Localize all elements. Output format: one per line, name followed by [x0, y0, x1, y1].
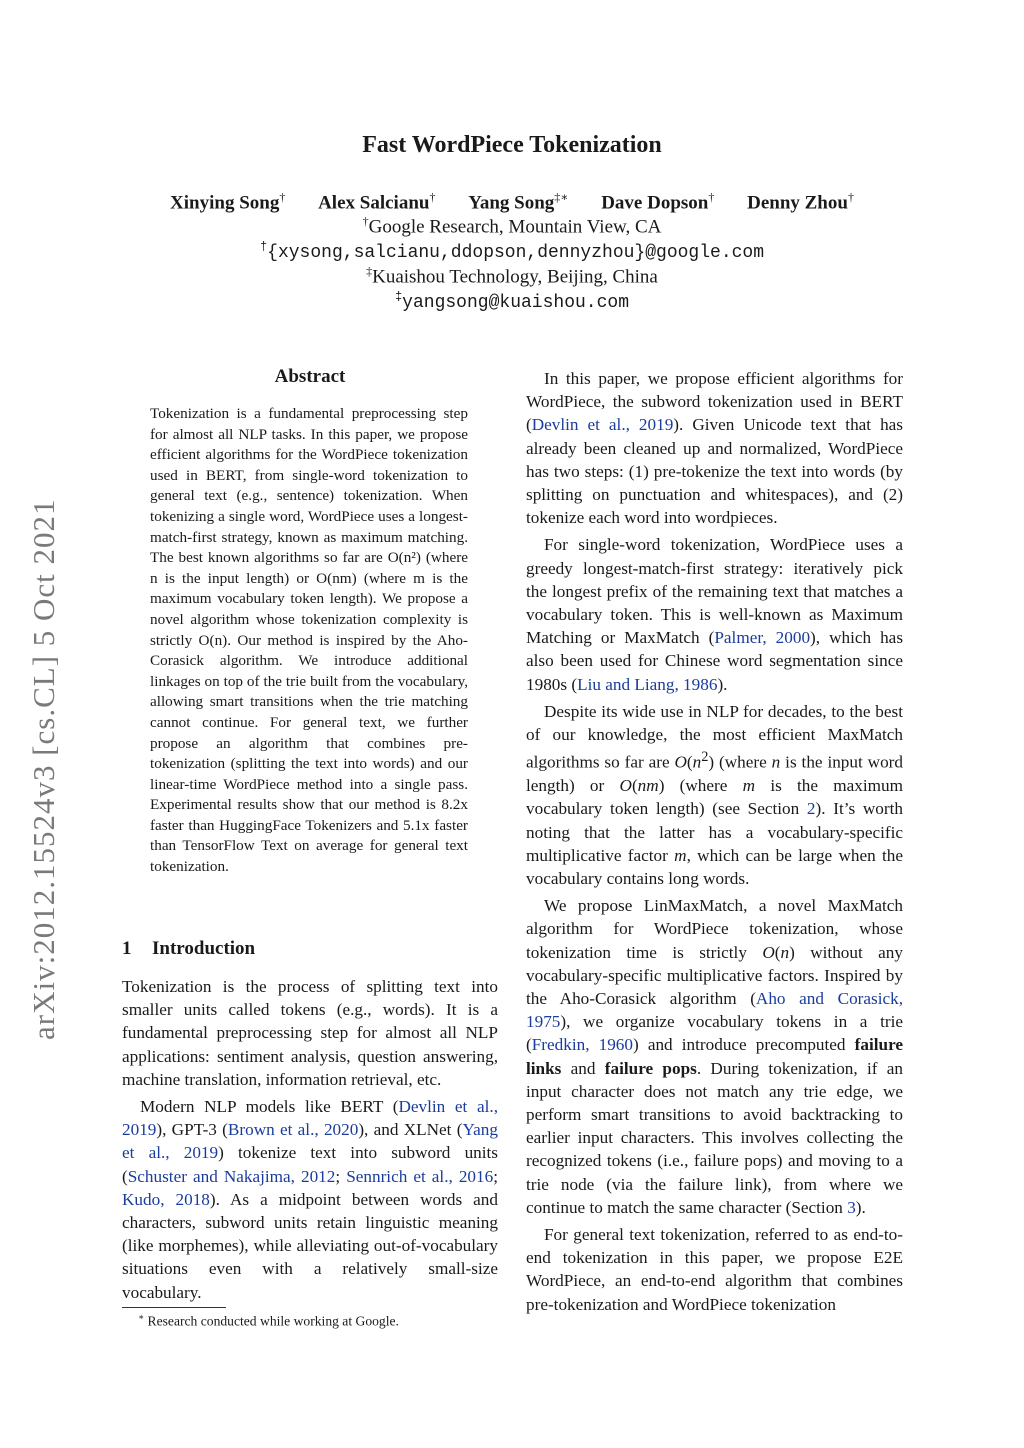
- body-paragraph: Despite its wide use in NLP for decades, to the best of our knowledge, the most efficient MaxMatch algorithms so far are $O(n^2)$ (where n is the input word length) or O(nm) (where m is the maximum vocabulary token length) (see Section 2). It’s worth noting that the latter has a vocabulary-specific multiplicative factor m, which can be large when the vocabulary contains long words.: [526, 701, 904, 888]
- math-expression: O: [619, 776, 632, 796]
- footnote-divider: [122, 1307, 226, 1308]
- affiliation-google: †Google Research, Mountain View, CA: [362, 214, 662, 238]
- arxiv-identifier: arXiv:2012.15524v3 [cs.CL] 5 Oct 2021: [26, 498, 61, 1040]
- citation-link[interactable]: Yang et al., 2019: [122, 1120, 498, 1163]
- section-link[interactable]: 3: [847, 1197, 856, 1217]
- author: Yang Song‡∗: [468, 190, 569, 214]
- citation-link[interactable]: Schuster and Nakajima, 2012: [127, 1166, 336, 1186]
- body-paragraph: For single-word tokenization, WordPiece uses a greedy longest-match-first strategy: iteratively pick the longest prefix of the remaining text that matches a vocabulary token. This is well-known as Maximum Matching or MaxMatch (Palmer, 2000), which has also been used for Chinese word segmentation since 1980s (Liu and Liang, 1986).: [526, 535, 904, 694]
- abstract-body: Tokenization is a fundamental preprocessing step for almost all NLP tasks. In this paper, we propose efficient algorithms for the WordPiece tokenization used in BERT, from single-word tokenization to general text (e.g., sentence) tokenization. When tokenizing a single word, WordPiece uses a longest-match-first strategy, known as maximum matching. The best known algorithms so far are O(n²) (where n is the input length) or O(nm) (where m is the maximum vocabulary token length). We propose a novel algorithm whose tokenization complexity is strictly O(n). Our method is inspired by the Aho-Corasick algorithm. We introduce additional linkages on top of the trie built from the vocabulary, allowing smart transitions when the trie matching cannot continue. For general text, we further propose an algorithm that combines pre-tokenization (splitting the text into words) and our linear-time WordPiece method into a single pass. Experimental results show that our method is 8.2x faster than HuggingFace Tokenizers and 5.1x faster than TensorFlow Text on average for general text tokenization.: [150, 405, 468, 876]
- author-list: [0, 190, 1024, 214]
- section-heading-introduction: 1 Introduction: [122, 938, 256, 959]
- body-paragraph: In this paper, we propose efficient algorithms for WordPiece, the subword tokenization used in BERT (Devlin et al., 2019). Given Unicode text that has already been cleaned up and normalized, WordPiece has two steps: (1) pre-tokenize the text into words (by splitting on punctuation and whitespaces), and (2) tokenize each word into wordpieces.: [526, 369, 903, 528]
- author: Denny Zhou†: [747, 190, 854, 214]
- footnote: ∗ Research conducted while working at Google.: [138, 1312, 399, 1329]
- left-column: [122, 975, 498, 1304]
- paper-title: Fast WordPiece Tokenization: [362, 132, 662, 158]
- abstract-heading: Abstract: [274, 366, 346, 387]
- author: Dave Dopson†: [601, 190, 715, 214]
- citation-link[interactable]: Brown et al., 2020: [227, 1120, 359, 1140]
- citation-link[interactable]: Sennrich et al., 2016: [346, 1166, 494, 1186]
- author: Xinying Song†: [170, 190, 286, 214]
- email-kuaishou[interactable]: ‡yangsong@kuaishou.com: [394, 290, 630, 313]
- citation-link[interactable]: Kudo, 2018: [122, 1189, 210, 1209]
- citation-link[interactable]: Fredkin, 1960: [531, 1035, 633, 1055]
- citation-link[interactable]: Aho and Corasick, 1975: [526, 989, 903, 1032]
- citation-link[interactable]: Devlin et al., 2019: [122, 1097, 498, 1140]
- body-paragraph: We propose LinMaxMatch, a novel MaxMatch algorithm for WordPiece tokenization, whose tokenization time is strictly O(n) without any vocabulary-specific multiplicative factors. Inspired by the Aho-Corasick algorithm (Aho and Corasick, 1975), we organize vocabulary tokens in a trie (Fredkin, 1960) and introduce precomputed failure links and failure pops. During tokenization, if an input character does not match any trie edge, we perform smart transitions to avoid backtracking to earlier input characters. This involves collecting the recognized tokens (i.e., failure pops) and moving to a trie node (via the failure link), from where we continue to match the same character (Section 3).: [526, 896, 904, 1217]
- intro-paragraph: Modern NLP models like BERT (Devlin et al., 2019), GPT-3 (Brown et al., 2020), and XLNet (Yang et al., 2019) tokenize text into subword units (Schuster and Nakajima, 2012; Sennrich et al., 2016; Kudo, 2018). As a midpoint between words and characters, subword units retain linguistic meaning (like morphemes), while alleviating out-of-vocabulary situations even with a relatively small-size vocabulary.: [122, 1097, 498, 1302]
- math-expression: O: [674, 752, 687, 772]
- math-expression: O: [762, 942, 775, 962]
- intro-paragraph: Tokenization is the process of splitting text into smaller units called tokens (e.g., words). It is a fundamental preprocessing step for almost all NLP applications: sentiment analysis, question answering, machine translation, information retrieval, etc.: [122, 977, 498, 1089]
- citation-link[interactable]: Palmer, 2000: [714, 628, 811, 648]
- citation-link[interactable]: Liu and Liang, 1986: [577, 674, 718, 694]
- email-google[interactable]: †{xysong,salcianu,ddopson,dennyzhou}@google.com: [259, 240, 765, 263]
- author: Alex Salcianu†: [318, 190, 436, 214]
- right-column: [526, 367, 903, 1316]
- affiliation-kuaishou: ‡Kuaishou Technology, Beijing, China: [366, 264, 658, 288]
- section-link[interactable]: 2: [806, 799, 816, 819]
- citation-link[interactable]: Devlin et al., 2019: [531, 415, 674, 435]
- body-paragraph: For general text tokenization, referred to as end-to-end tokenization in this paper, we propose E2E WordPiece, an end-to-end algorithm that combines pre-tokenization and WordPiece tokenization: [526, 1225, 903, 1314]
